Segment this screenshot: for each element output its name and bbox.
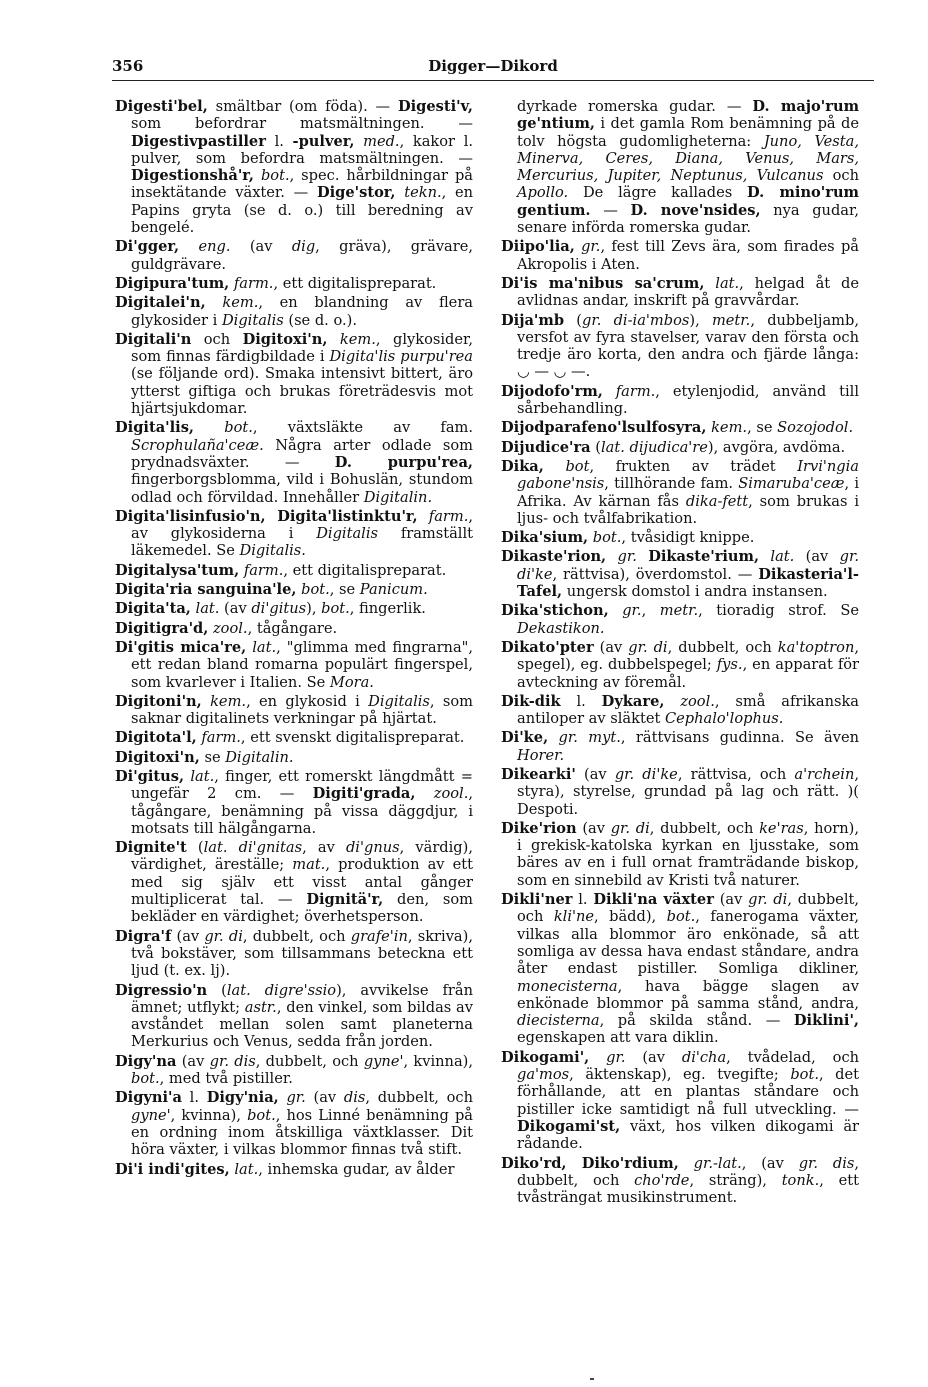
dictionary-entry: Dijodofo'rm, farm., etylenjodid, använd till sårbehandling. bbox=[501, 382, 859, 418]
dictionary-entry: Digra'f (av gr. di, dubbelt, och grafe'in, skriva), två bokstäver, som tillsammans beteckna ett ljud (t. ex. lj). bbox=[115, 927, 473, 980]
dictionary-entry: Digipura'tum, farm., ett digitalispreparat. bbox=[115, 274, 437, 292]
page-header bbox=[112, 57, 874, 81]
dictionary-entry: Digyni'a l. Digy'nia, gr. (av dis, dubbelt, och gyne', kvinna), bot., hos Linné benämning på en ordning inom åtskilliga växtklasser. Dit höra växter, i vilkas blommor finnas två stift. bbox=[115, 1089, 473, 1159]
dictionary-entry: Dike'rion (av gr. di, dubbelt, och ke'ras, horn), i grekisk-katolska kyrkan en ljusstake, som bäres av en i full ornat framträdande biskop, som en sinnebild av Kristi två naturer. bbox=[501, 819, 859, 889]
dictionary-entry: Dika'sium, bot., tvåsidigt knippe. bbox=[501, 529, 755, 547]
header-rule bbox=[112, 80, 874, 81]
dictionary-entry: Digita'ta, lat. (av di'gitus), bot., fingerlik. bbox=[115, 600, 426, 618]
dictionary-entry: Dikearki' (av gr. di'ke, rättvisa, och a'rchein, styra), styrelse, grundad på lag och rätt. )( Despoti. bbox=[501, 765, 859, 818]
dictionary-entry: Digitalysa'tum, farm., ett digitalispreparat. bbox=[115, 561, 447, 579]
dictionary-entry: Dikaste'rion, gr. Dikaste'rium, lat. (av gr. di'ke, rättvisa), överdomstol. — Dikasteria'l-Tafel, ungersk domstol i andra instansen. bbox=[501, 548, 860, 601]
dictionary-entry: dyrkade romerska gudar. — D. majo'rum ge'ntium, i det gamla Rom benämning på de tolv högsta gudomligheterna: Juno, Vesta, Minerva, Ceres, Diana, Venus, Mars, Mercurius, Jupiter, Neptunus, Vulcanus och Apollo. De lägre kallades D. mino'rum gentium. — D. nove'nsides, nya gudar, senare införda romerska gudar. bbox=[517, 98, 860, 237]
dictionary-entry: Digitali'n och Digitoxi'n, kem., glykosider, som finnas färdigbildade i Digita'lis purpu'rea (se följande ord). Smaka intensivt bittert, äro ytterst giftiga och brukas företrädesvis mot hjärtsjukdomar. bbox=[115, 330, 474, 418]
dictionary-entry: Di'is ma'nibus sa'crum, lat., helgad åt de avlidnas andar, inskrift på gravvårdar. bbox=[501, 274, 859, 310]
dictionary-entry: Diipo'lia, gr., fest till Zevs ära, som firades på Akropolis i Aten. bbox=[501, 238, 860, 273]
dictionary-entry: Dikli'ner l. Dikli'na växter (av gr. di, dubbelt, och kli'ne, bädd), bot., fanerogama växter, vilkas alla blommor äro enkönade, så att somliga av dessa hava endast ståndare, andra åter endast pistiller. Somliga dikliner, monecisterna, hava bägge slagen av enkönade blommor på samma stånd, andra, diecisterna, på skilda stånd. — Diklini', egenskapen att vara diklin. bbox=[501, 891, 860, 1047]
dictionary-entry: Di'i indi'gites, lat., inhemska gudar, av ålder bbox=[115, 1160, 455, 1178]
left-column bbox=[115, 98, 473, 1180]
dictionary-entry: Dika'stichon, gr., metr., tioradig strof. Se Dekastikon. bbox=[501, 602, 859, 637]
dictionary-entry: Di'gitus, lat., finger, ett romerskt längdmått = ungefär 2 cm. — Digiti'grada, zool., tågångare, benämning på vissa däggdjur, i motsats till hälgångarna. bbox=[115, 767, 473, 837]
dictionary-entry: Dija'mb (gr. di-ia'mbos), metr., dubbeljamb, versfot av fyra stavelser, varav den första och tredje äro korta, den andra och fjärde långa: ◡ — ◡ —. bbox=[501, 311, 859, 381]
dictionary-entry: Di'ke, gr. myt., rättvisans gudinna. Se även Horer. bbox=[501, 729, 859, 764]
dictionary-entry: Digitoni'n, kem., en glykosid i Digitalis, som saknar digitalinets verkningar på hjärtat. bbox=[115, 692, 473, 728]
dictionary-entry: Dik-dik l. Dykare, zool., små afrikanska antiloper av släktet Cephalo'lophus. bbox=[501, 692, 860, 728]
dictionary-entry: Digita'ria sanguina'le, bot., se Panicum. bbox=[115, 581, 428, 599]
dictionary-entry: Digitoxi'n, se Digitalin. bbox=[115, 748, 294, 766]
dictionary-entry: Digitigra'd, zool., tågångare. bbox=[115, 619, 338, 637]
dictionary-entry: Dignite't (lat. di'gnitas, av di'gnus, värdig), värdighet, äreställe; mat., produktion av ett med sig själv ett visst antal gånger multiplicerat tal. — Dignitä'r, den, som bekläder en värdighet; överhetsperson. bbox=[115, 839, 473, 926]
dictionary-entry: Dika, bot, frukten av trädet Irvi'ngia gabone'nsis, tillhörande fam. Simaruba'ceæ, i Afrika. Av kärnan fås dika-fett, som brukas i ljus- och tvålfabrikation. bbox=[501, 457, 860, 527]
dictionary-entry: Digy'na (av gr. dis, dubbelt, och gyne', kvinna), bot., med två pistiller. bbox=[115, 1052, 473, 1088]
dictionary-entry: Di'gitis mica're, lat., "glimma med fingrarna", ett redan bland romarna populärt fingerspel, som kvarlever i Italien. Se Mora. bbox=[115, 638, 474, 691]
dictionary-entry: Digitota'l, farm., ett svenskt digitalispreparat. bbox=[115, 729, 465, 747]
dictionary-entry: Diko'rd, Diko'rdium, gr.-lat., (av gr. dis, dubbelt, och cho'rde, sträng), tonk., ett tvåsträngat musikinstrument. bbox=[501, 1154, 860, 1207]
dictionary-entry: Dijudice'ra (lat. dijudica're), avgöra, avdöma. bbox=[501, 438, 846, 456]
dictionary-entry: Digesti'bel, smältbar (om föda). — Digesti'v, som befordrar matsmältningen. — Digestivpastiller l. -pulver, med., kakor l. pulver, som befordra matsmältningen. — Digestionshå'r, bot., spec. hårbildningar på insektätande växter. — Dige'stor, tekn., en Papins gryta (se d. o.) till beredning av bengelé. bbox=[115, 98, 474, 237]
dictionary-entry: Digitalei'n, kem., en blandning av flera glykosider i Digitalis (se d. o.). bbox=[115, 294, 474, 329]
dictionary-entry: Dijodparafeno'lsulfosyra, kem., se Sozojodol. bbox=[501, 419, 854, 437]
dictionary-entry: Dikogami', gr. (av di'cha, tvådelad, och ga'mos, äktenskap), eg. tvegifte; bot., det förhållande, att en plantas ståndare och pistiller icke samtidigt nå full utveckling. — Dikogami'st, växt, hos vilken dikogami är rådande. bbox=[501, 1048, 860, 1153]
right-column bbox=[501, 98, 859, 1208]
page-title: Digger—Dikord bbox=[428, 57, 558, 75]
scan-mark bbox=[590, 1378, 594, 1380]
dictionary-entry: Dikato'pter (av gr. di, dubbelt, och ka'toptron, spegel), eg. dubbelspegel; fys., en apparat för avteckning av föremål. bbox=[501, 638, 859, 691]
dictionary-entry: Di'gger, eng. (av dig, gräva), grävare, guldgrävare. bbox=[115, 238, 474, 273]
dictionary-entry: Digressio'n (lat. digre'ssio), avvikelse från ämnet; utflykt; astr., den vinkel, som bildas av avståndet mellan solen samt planeterna Merkurius och Venus, sedda från jorden. bbox=[115, 981, 473, 1051]
dictionary-entry: Digita'lis, bot., växtsläkte av fam. Scrophulaña'ceæ. Några arter odlade som prydnadsväxter. — D. purpu'rea, fingerborgsblomma, vild i Bohuslän, stundom odlad och förvildad. Innehåller Digitalin. bbox=[115, 419, 474, 506]
page-number: 356 bbox=[112, 57, 144, 75]
dictionary-entry: Digita'lisinfusio'n, Digita'listinktu'r, farm., av glykosiderna i Digitalis framställt läkemedel. Se Digitalis. bbox=[115, 507, 474, 560]
